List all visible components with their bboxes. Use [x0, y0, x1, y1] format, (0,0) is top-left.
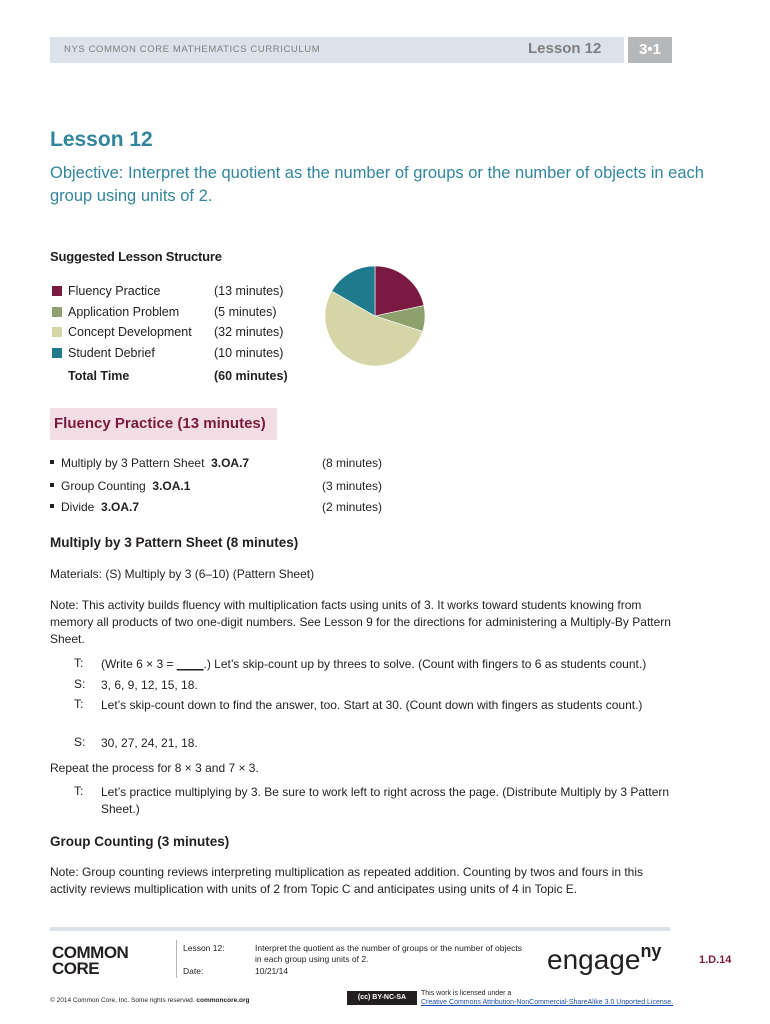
structure-item-minutes: (10 minutes): [214, 346, 284, 360]
bullet-icon: [50, 504, 54, 508]
lesson-pie-chart: [323, 264, 427, 368]
common-core-logo: COMMON: [52, 943, 129, 962]
license-link[interactable]: Creative Commons Attribution-NonCommercial-ShareAlike 3.0 Unported License.: [421, 999, 674, 1006]
materials-text: Materials: (S) Multiply by 3 (6–10) (Pattern Sheet): [50, 567, 315, 581]
engageny-logo: engage$^{ny}$: [547, 941, 662, 975]
fluency-item: [50, 456, 249, 470]
speaker-label: T:: [74, 697, 84, 711]
speaker-label: T:: [74, 656, 84, 670]
group-counting-note: Note: Group counting reviews interpreting multiplication as repeated addition. Counting by twos and fours in this activity reviews multiplication with units of 2 from Topic C and anticipates using units of 4 in Topic E.: [50, 865, 643, 896]
fluency-item-standard: 3.OA.1: [152, 479, 191, 493]
total-time-label: Total Time: [68, 369, 130, 383]
fluency-item-minutes: (3 minutes): [322, 479, 383, 493]
common-core-logo-line2: CORE: [52, 959, 100, 978]
total-time-minutes: (60 minutes): [214, 369, 288, 383]
fluency-item-standard: 3.OA.7: [101, 500, 140, 514]
copyright: © 2014 Common Core, Inc. Some rights reserved. commoncore.org: [50, 997, 250, 1004]
group-counting-heading: Group Counting (3 minutes): [50, 834, 230, 849]
fluency-item-minutes: (2 minutes): [322, 500, 383, 514]
structure-item-name: Application Problem: [68, 305, 180, 319]
fluency-item: [50, 479, 190, 493]
fluency-item-name: Divide: [61, 500, 95, 514]
structure-item-minutes: (32 minutes): [214, 325, 284, 339]
legend-swatch: [52, 307, 62, 317]
dialogue-text: (Write 6 × 3 = ____.) Let’s skip-count up by threes to solve. (Count with fingers to 6 as students count.): [101, 657, 647, 671]
license-text: This work is licensed under a: [421, 990, 512, 997]
footer-lesson-desc: Interpret the quotient as the number of groups or the number of objects in each group using units of 2.: [255, 943, 522, 964]
fluency-item-name: Multiply by 3 Pattern Sheet: [61, 456, 205, 470]
cc-license-badge: (cc) BY-NC-SA: [347, 991, 417, 1005]
fluency-item-name: Group Counting: [61, 479, 146, 493]
dialogue-text: Let’s practice multiplying by 3. Be sure to work left to right across the page. (Distribute Multiply by 3 Pattern Sheet.): [101, 785, 670, 816]
lesson-title: Lesson 12: [50, 128, 153, 151]
footer-lesson-label: Lesson 12:: [183, 943, 225, 953]
structure-heading: Suggested Lesson Structure: [50, 249, 222, 264]
module-badge: 3•1: [628, 37, 672, 63]
footer-rule: [50, 927, 670, 931]
page-number: 1.D.14: [699, 954, 732, 966]
pattern-note: Note: This activity builds fluency with multiplication facts using units of 3. It works toward students knowing from memory all products of two one-digit numbers. See Lesson 9 for the directions for administering a Multiply-By Pattern Sheet.: [50, 598, 671, 646]
footer-divider: [176, 940, 177, 978]
dialogue-text: Let’s skip-count down to find the answer, too. Start at 30. (Count down with fingers as students count.): [101, 698, 643, 712]
dialogue-text: 3, 6, 9, 12, 15, 18.: [101, 678, 198, 692]
fluency-heading: Fluency Practice (13 minutes): [54, 415, 266, 432]
speaker-label: T:: [74, 784, 84, 798]
header-lesson: Lesson 12: [528, 40, 602, 57]
structure-item-minutes: (5 minutes): [214, 305, 277, 319]
structure-item-name: Concept Development: [68, 325, 192, 339]
curriculum-label: NYS COMMON CORE MATHEMATICS CURRICULUM: [64, 44, 321, 55]
bullet-icon: [50, 483, 54, 487]
commoncore-link[interactable]: commoncore.org: [196, 997, 250, 1004]
speaker-label: S:: [74, 735, 86, 749]
objective: Objective: Interpret the quotient as the number of groups or the number of objects in each group using units of 2.: [50, 164, 704, 205]
structure-item-minutes: (13 minutes): [214, 284, 284, 298]
legend-swatch: [52, 286, 62, 296]
footer-date-label: Date:: [183, 966, 204, 976]
structure-item-name: Student Debrief: [68, 346, 155, 360]
speaker-label: S:: [74, 677, 86, 691]
structure-item-name: Fluency Practice: [68, 284, 161, 298]
fluency-item: [50, 500, 139, 514]
footer-date: 10/21/14: [255, 966, 289, 976]
fluency-item-standard: 3.OA.7: [211, 456, 250, 470]
bullet-icon: [50, 460, 54, 464]
pattern-sheet-heading: Multiply by 3 Pattern Sheet (8 minutes): [50, 535, 299, 550]
fluency-item-minutes: (8 minutes): [322, 456, 383, 470]
dialogue-text: 30, 27, 24, 21, 18.: [101, 736, 198, 750]
legend-swatch: [52, 327, 62, 337]
legend-swatch: [52, 348, 62, 358]
repeat-text: Repeat the process for 8 × 3 and 7 × 3.: [50, 761, 259, 775]
answer-blank: ____: [176, 657, 204, 671]
